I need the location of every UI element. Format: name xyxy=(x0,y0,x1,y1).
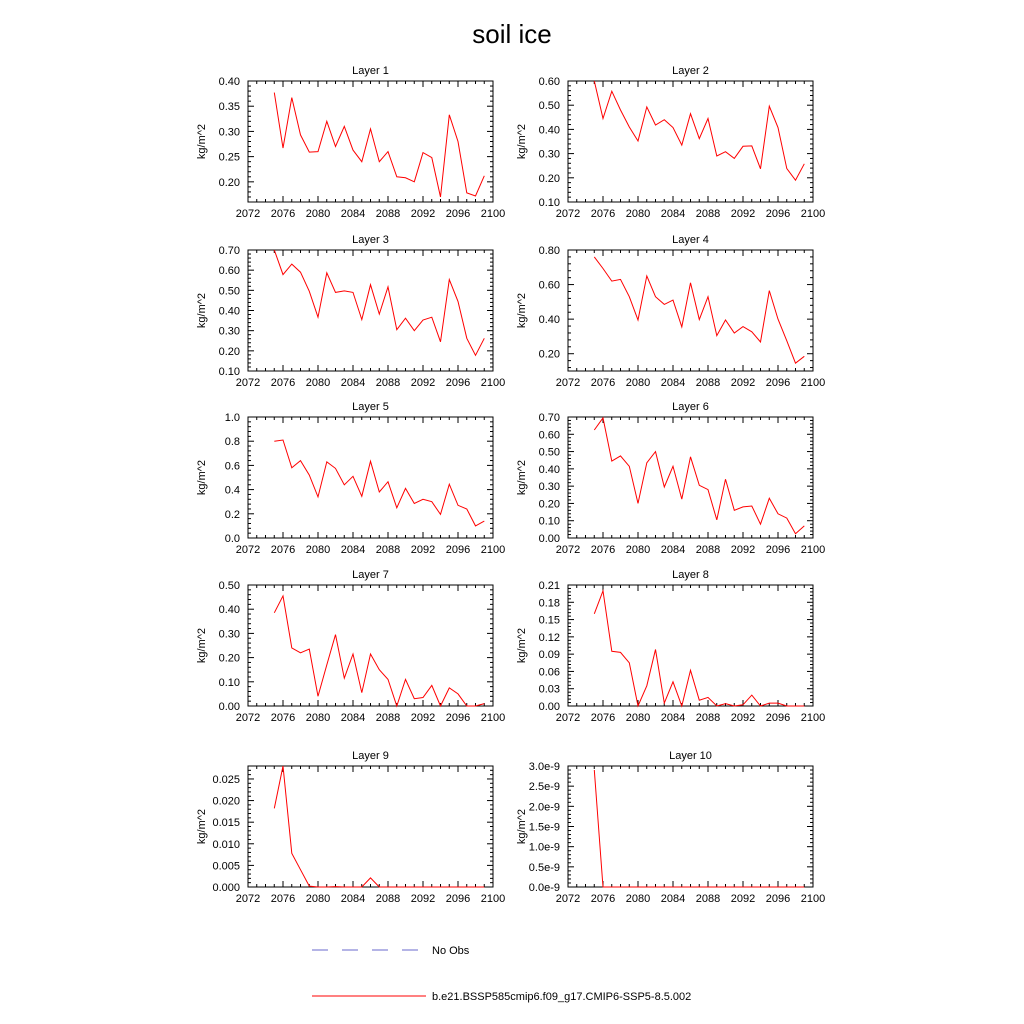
panel-title: Layer 10 xyxy=(669,750,712,762)
y-tick-label: 0.025 xyxy=(212,773,240,786)
y-tick-label: 2.0e-9 xyxy=(528,801,560,814)
x-tick-label: 2084 xyxy=(660,208,686,220)
x-tick-label: 2084 xyxy=(660,712,686,724)
y-tick-label: 0.70 xyxy=(218,245,240,257)
y-tick-label: 0.18 xyxy=(538,597,560,610)
x-tick-label: 2092 xyxy=(730,377,756,389)
series-line xyxy=(274,93,484,197)
y-tick-label: 0.015 xyxy=(212,817,240,830)
x-tick-label: 2084 xyxy=(660,544,686,556)
x-tick-label: 2072 xyxy=(555,893,581,905)
y-tick-label: 0.5e-9 xyxy=(528,861,560,874)
y-tick-label: 0.60 xyxy=(538,76,560,88)
y-tick-label: 1.5e-9 xyxy=(528,821,560,834)
x-tick-label: 2076 xyxy=(590,208,616,220)
x-tick-label: 2088 xyxy=(375,712,401,724)
panel-layer-1 xyxy=(196,65,505,220)
x-tick-label: 2072 xyxy=(235,208,261,220)
series-line xyxy=(594,418,804,534)
panel-layer-7 xyxy=(196,569,505,724)
x-tick-label: 2084 xyxy=(340,208,366,220)
y-tick-label: 0.8 xyxy=(224,436,240,449)
x-tick-label: 2092 xyxy=(410,208,436,220)
x-tick-label: 2100 xyxy=(480,377,506,389)
y-axis-label: kg/m^2 xyxy=(196,292,208,329)
series-line xyxy=(594,257,804,363)
x-tick-label: 2088 xyxy=(695,544,721,556)
panel-layer-4 xyxy=(516,234,825,389)
x-tick-label: 2076 xyxy=(590,893,616,905)
y-tick-label: 1.0 xyxy=(224,412,240,424)
panel-title: Layer 5 xyxy=(352,401,389,413)
y-tick-label: 0.50 xyxy=(538,100,560,113)
series-line xyxy=(274,596,484,706)
y-axis-label: kg/m^2 xyxy=(196,459,208,496)
y-tick-label: 0.4 xyxy=(224,484,240,497)
plot-frame xyxy=(248,417,493,538)
y-tick-label: 0.60 xyxy=(538,429,560,442)
x-tick-label: 2076 xyxy=(270,208,296,220)
y-tick-label: 0.30 xyxy=(538,481,560,494)
panel-title: Layer 7 xyxy=(352,569,389,581)
x-tick-label: 2092 xyxy=(730,712,756,724)
y-tick-label: 0.50 xyxy=(218,285,240,298)
figure-title: soil ice xyxy=(472,19,552,49)
x-tick-label: 2096 xyxy=(445,208,471,220)
x-tick-label: 2092 xyxy=(730,208,756,220)
x-tick-label: 2100 xyxy=(800,377,826,389)
legend-noobs-label: No Obs xyxy=(432,945,470,957)
y-tick-label: 0.25 xyxy=(218,151,240,164)
y-tick-label: 0.09 xyxy=(538,649,560,662)
y-tick-label: 0.40 xyxy=(538,463,560,476)
plot-frame xyxy=(248,585,493,706)
x-tick-label: 2100 xyxy=(480,712,506,724)
x-tick-label: 2080 xyxy=(625,712,651,724)
x-tick-label: 2088 xyxy=(375,208,401,220)
y-tick-label: 0.80 xyxy=(538,245,560,257)
x-tick-label: 2096 xyxy=(445,544,471,556)
panel-layer-9 xyxy=(196,750,505,905)
plot-frame xyxy=(568,250,813,371)
x-tick-label: 2088 xyxy=(695,377,721,389)
y-axis-label: kg/m^2 xyxy=(196,808,208,845)
y-tick-label: 2.5e-9 xyxy=(528,781,560,794)
y-tick-label: 0.20 xyxy=(538,348,560,361)
x-tick-label: 2080 xyxy=(625,208,651,220)
x-tick-label: 2096 xyxy=(765,377,791,389)
x-tick-label: 2084 xyxy=(340,544,366,556)
y-tick-label: 0.50 xyxy=(218,580,240,592)
y-tick-label: 0.2 xyxy=(224,508,240,521)
x-tick-label: 2100 xyxy=(800,893,826,905)
y-tick-label: 0.005 xyxy=(212,860,240,873)
x-tick-label: 2096 xyxy=(765,544,791,556)
y-axis-label: kg/m^2 xyxy=(516,459,528,496)
x-tick-label: 2092 xyxy=(410,893,436,905)
y-tick-label: 0.10 xyxy=(218,366,240,378)
x-tick-label: 2080 xyxy=(625,544,651,556)
x-tick-label: 2100 xyxy=(800,712,826,724)
x-tick-label: 2088 xyxy=(695,712,721,724)
y-tick-label: 0.00 xyxy=(538,701,560,713)
x-tick-label: 2088 xyxy=(695,208,721,220)
panel-title: Layer 2 xyxy=(672,65,709,77)
series-line xyxy=(594,770,804,887)
y-tick-label: 0.30 xyxy=(538,148,560,161)
y-tick-label: 0.40 xyxy=(538,124,560,137)
x-tick-label: 2072 xyxy=(555,377,581,389)
series-line xyxy=(594,81,804,180)
y-tick-label: 0.20 xyxy=(218,176,240,189)
x-tick-label: 2072 xyxy=(235,893,261,905)
x-tick-label: 2100 xyxy=(800,208,826,220)
panel-grid xyxy=(196,65,825,905)
panel-layer-5 xyxy=(196,401,505,556)
y-tick-label: 0.12 xyxy=(538,631,560,644)
x-tick-label: 2076 xyxy=(590,377,616,389)
x-tick-label: 2076 xyxy=(270,712,296,724)
x-tick-label: 2072 xyxy=(235,377,261,389)
x-tick-label: 2084 xyxy=(660,377,686,389)
y-axis-label: kg/m^2 xyxy=(196,627,208,664)
x-tick-label: 2096 xyxy=(445,712,471,724)
x-tick-label: 2084 xyxy=(340,712,366,724)
y-tick-label: 0.20 xyxy=(218,345,240,358)
x-tick-label: 2080 xyxy=(305,893,331,905)
x-tick-label: 2092 xyxy=(410,712,436,724)
y-tick-label: 0.020 xyxy=(212,795,240,808)
y-tick-label: 0.20 xyxy=(538,498,560,511)
y-tick-label: 0.000 xyxy=(212,882,240,894)
y-tick-label: 0.40 xyxy=(218,76,240,88)
y-tick-label: 0.00 xyxy=(538,533,560,545)
x-tick-label: 2084 xyxy=(340,377,366,389)
x-tick-label: 2092 xyxy=(410,377,436,389)
series-line xyxy=(274,766,484,887)
y-axis-label: kg/m^2 xyxy=(516,292,528,329)
y-tick-label: 0.00 xyxy=(218,701,240,713)
x-tick-label: 2072 xyxy=(235,712,261,724)
x-tick-label: 2096 xyxy=(765,712,791,724)
x-tick-label: 2076 xyxy=(270,893,296,905)
y-tick-label: 0.0e-9 xyxy=(528,882,560,894)
y-tick-label: 0.70 xyxy=(538,412,560,424)
panel-title: Layer 9 xyxy=(352,750,389,762)
x-tick-label: 2100 xyxy=(480,208,506,220)
y-tick-label: 3.0e-9 xyxy=(528,761,560,773)
y-tick-label: 0.10 xyxy=(538,515,560,528)
x-tick-label: 2096 xyxy=(445,377,471,389)
y-tick-label: 0.50 xyxy=(538,446,560,459)
y-tick-label: 0.06 xyxy=(538,666,560,679)
x-tick-label: 2096 xyxy=(765,208,791,220)
x-tick-label: 2076 xyxy=(270,377,296,389)
y-tick-label: 0.6 xyxy=(224,460,240,473)
x-tick-label: 2092 xyxy=(410,544,436,556)
x-tick-label: 2096 xyxy=(445,893,471,905)
x-tick-label: 2072 xyxy=(555,544,581,556)
x-tick-label: 2088 xyxy=(375,544,401,556)
x-tick-label: 2080 xyxy=(625,377,651,389)
x-tick-label: 2080 xyxy=(305,208,331,220)
x-tick-label: 2076 xyxy=(590,712,616,724)
y-tick-label: 0.10 xyxy=(218,676,240,689)
panel-title: Layer 3 xyxy=(352,234,389,246)
x-tick-label: 2092 xyxy=(730,544,756,556)
x-tick-label: 2084 xyxy=(660,893,686,905)
legend xyxy=(312,945,691,1003)
y-tick-label: 0.010 xyxy=(212,838,240,851)
y-tick-label: 0.60 xyxy=(218,265,240,278)
y-tick-label: 0.0 xyxy=(224,533,240,545)
y-tick-label: 0.30 xyxy=(218,325,240,338)
series-line xyxy=(274,440,484,526)
y-tick-label: 0.30 xyxy=(218,628,240,641)
y-tick-label: 0.10 xyxy=(538,197,560,209)
panel-layer-10 xyxy=(516,750,825,905)
x-tick-label: 2072 xyxy=(555,712,581,724)
x-tick-label: 2100 xyxy=(480,544,506,556)
x-tick-label: 2088 xyxy=(375,893,401,905)
y-tick-label: 0.35 xyxy=(218,101,240,114)
panel-layer-8 xyxy=(516,569,825,724)
legend-run-label: b.e21.BSSP585cmip6.f09_g17.CMIP6-SSP5-8.5.002 xyxy=(432,991,692,1003)
plot-frame xyxy=(248,81,493,202)
plot-frame xyxy=(568,417,813,538)
y-tick-label: 0.20 xyxy=(538,172,560,185)
panel-layer-6 xyxy=(516,401,825,556)
y-axis-label: kg/m^2 xyxy=(516,808,528,845)
x-tick-label: 2100 xyxy=(480,893,506,905)
y-tick-label: 0.21 xyxy=(538,580,560,592)
y-tick-label: 0.60 xyxy=(538,279,560,292)
plot-frame xyxy=(248,250,493,371)
y-tick-label: 0.40 xyxy=(218,604,240,617)
series-line xyxy=(274,250,484,355)
x-tick-label: 2072 xyxy=(235,544,261,556)
panel-title: Layer 1 xyxy=(352,65,389,77)
x-tick-label: 2096 xyxy=(765,893,791,905)
panel-layer-3 xyxy=(196,234,505,389)
y-axis-label: kg/m^2 xyxy=(196,123,208,160)
x-tick-label: 2092 xyxy=(730,893,756,905)
y-tick-label: 0.40 xyxy=(538,314,560,327)
panel-title: Layer 4 xyxy=(672,234,709,246)
x-tick-label: 2080 xyxy=(625,893,651,905)
x-tick-label: 2076 xyxy=(270,544,296,556)
x-tick-label: 2100 xyxy=(800,544,826,556)
y-tick-label: 0.20 xyxy=(218,652,240,665)
plot-frame xyxy=(568,766,813,887)
x-tick-label: 2080 xyxy=(305,712,331,724)
panel-title: Layer 8 xyxy=(672,569,709,581)
y-tick-label: 0.03 xyxy=(538,683,560,696)
y-axis-label: kg/m^2 xyxy=(516,123,528,160)
x-tick-label: 2076 xyxy=(590,544,616,556)
y-tick-label: 1.0e-9 xyxy=(528,841,560,854)
y-tick-label: 0.15 xyxy=(538,614,560,627)
y-tick-label: 0.40 xyxy=(218,305,240,318)
x-tick-label: 2072 xyxy=(555,208,581,220)
x-tick-label: 2088 xyxy=(695,893,721,905)
x-tick-label: 2080 xyxy=(305,377,331,389)
y-axis-label: kg/m^2 xyxy=(516,627,528,664)
y-tick-label: 0.30 xyxy=(218,126,240,139)
panel-title: Layer 6 xyxy=(672,401,709,413)
x-tick-label: 2084 xyxy=(340,893,366,905)
x-tick-label: 2088 xyxy=(375,377,401,389)
plot-frame xyxy=(568,81,813,202)
panel-layer-2 xyxy=(516,65,825,220)
x-tick-label: 2080 xyxy=(305,544,331,556)
series-line xyxy=(594,591,804,706)
